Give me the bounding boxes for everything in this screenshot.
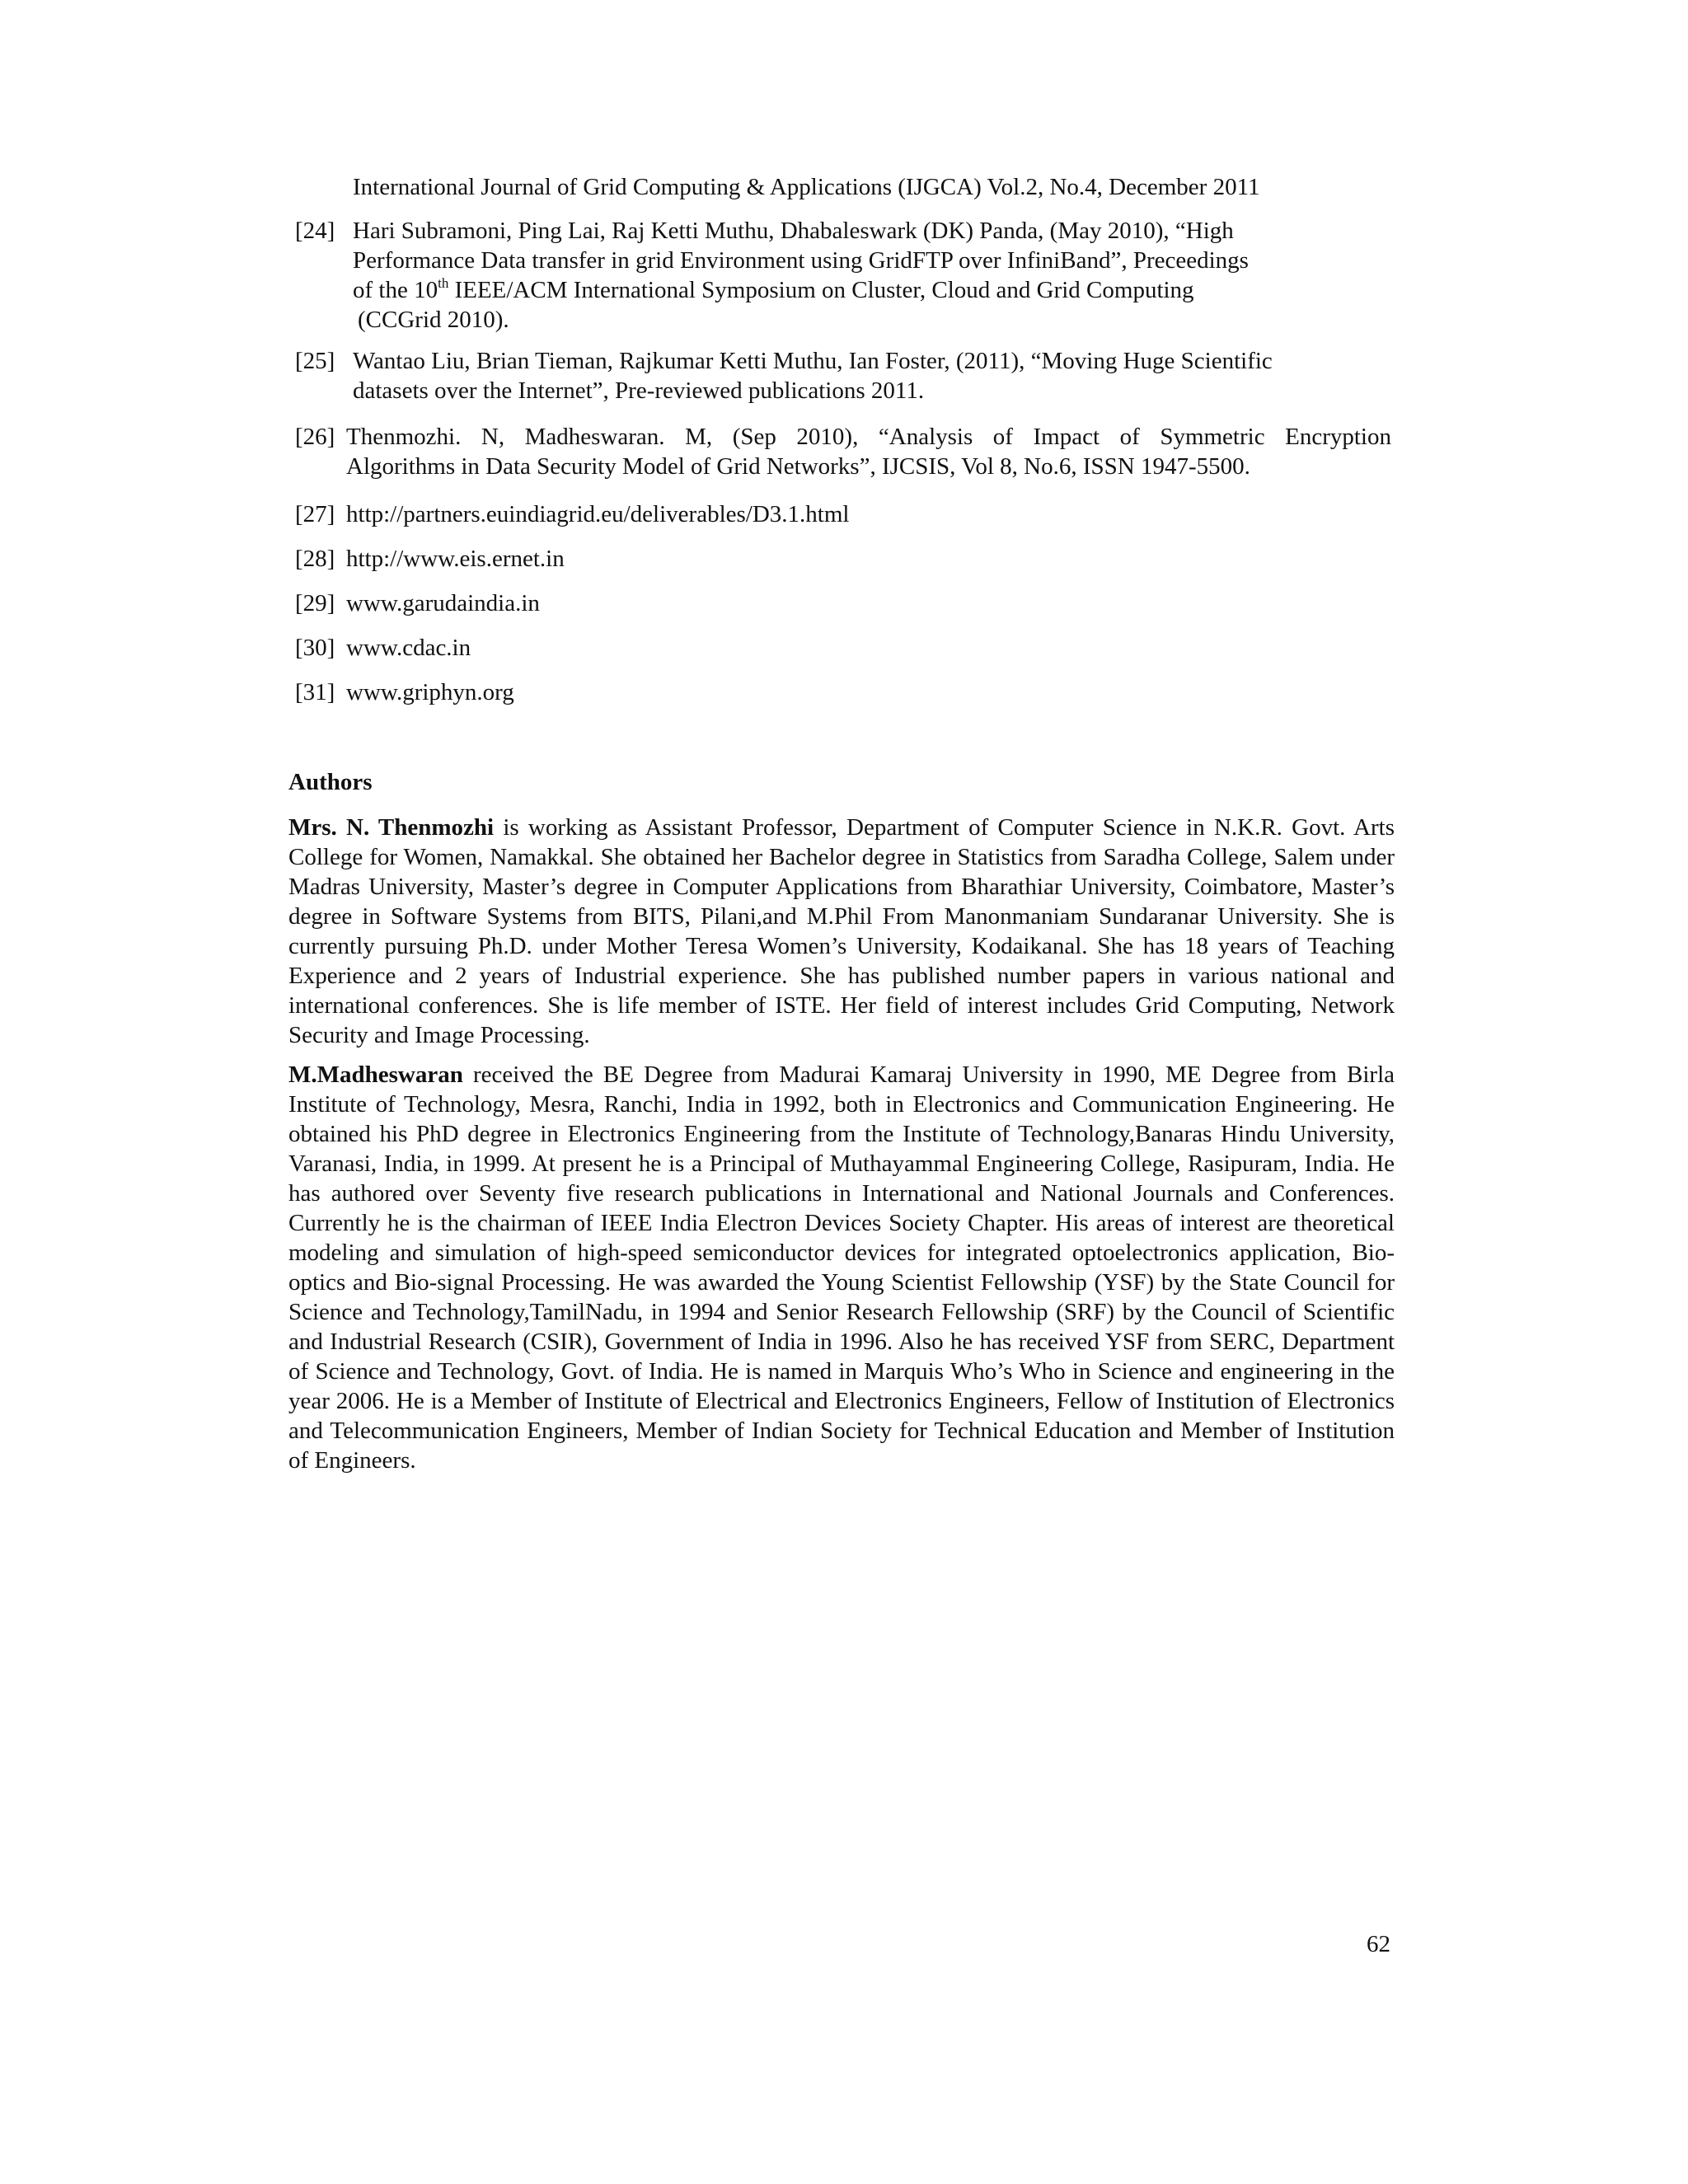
reference-28	[295, 546, 1391, 575]
reference-line: Performance Data transfer in grid Environment using GridFTP over InfiniBand”, Preceedings	[353, 247, 1249, 274]
reference-line: Wantao Liu, Brian Tieman, Rajkumar Ketti Muthu, Ian Foster, (2011), “Moving Huge Scientific	[353, 348, 1273, 374]
reference-26	[295, 424, 1391, 490]
authors-heading: Authors	[288, 769, 373, 795]
reference-line: Thenmozhi. N, Madheswaran. M, (Sep 2010), “Analysis of Impact of Symmetric Encryption	[346, 424, 1391, 450]
reference-31	[295, 679, 1391, 709]
reference-link[interactable]: www.griphyn.org	[346, 679, 514, 705]
reference-number: [29]	[295, 590, 335, 616]
reference-24	[295, 216, 1391, 338]
reference-link[interactable]: www.cdac.in	[346, 635, 471, 661]
reference-number: [26]	[295, 424, 335, 450]
reference-list	[295, 216, 1391, 705]
reference-link[interactable]: www.garudaindia.in	[346, 590, 540, 616]
reference-line: Hari Subramoni, Ping Lai, Raj Ketti Muthu, Dhabaleswark (DK) Panda, (May 2010), “High	[353, 218, 1234, 244]
reference-line: (CCGrid 2010).	[358, 307, 509, 333]
author-bio-text: received the BE Degree from Madurai Kamaraj University in 1990, ME Degree from Birla Institute of Technology, Mesra, Ranchi, India in 1992, both in Electronics and Communication Engineering. He obtained his PhD degree in Electronics Engineering from the Institute of Technology,Banaras Hindu University, Varanasi, India, in 1999. At present he is a Principal of Muthayammal Engineering College, Rasipuram, India. He has authored over Seventy five research publications in International and National Journals and Conferences. Currently he is the chairman of IEEE India Electron Devices Society Chapter. His areas of interest are theoretical modeling and simulation of high-speed semiconductor devices for integrated optoelectronics application, Bio-optics and Bio-signal Processing. He was awarded the Young Scientist Fellowship (YSF) by the State Council for Science and Technology,TamilNadu, in 1994 and Senior Research Fellowship (SRF) by the Council of Scientific and Industrial Research (CSIR), Government of India in 1996. Also he has received YSF from SERC, Department of Science and Technology, Govt. of India. He is named in Marquis Who’s Who in Science and engineering in the year 2006. He is a Member of Institute of Electrical and Electronics Engineers, Fellow of Institution of Electronics and Telecommunication Engineers, Member of Indian Society for Technical Education and Member of Institution of Engineers.	[288, 1062, 1395, 1474]
author-name: Mrs. N. Thenmozhi	[288, 814, 495, 841]
reference-30	[295, 635, 1391, 664]
reference-number: [27]	[295, 501, 335, 527]
page-number: 62	[1367, 1931, 1390, 1957]
reference-number: [30]	[295, 635, 335, 661]
author-bio-thenmozhi	[288, 813, 1395, 1050]
reference-link[interactable]: http://partners.euindiagrid.eu/deliverables/D3.1.html	[346, 501, 850, 527]
reference-27	[295, 501, 1391, 531]
reference-25	[295, 348, 1391, 414]
reference-line: Algorithms in Data Security Model of Grid Networks”, IJCSIS, Vol 8, No.6, ISSN 1947-5500.	[346, 453, 1250, 480]
reference-line: datasets over the Internet”, Pre-reviewed publications 2011.	[353, 377, 925, 404]
reference-number: [28]	[295, 546, 335, 572]
author-name: M.Madheswaran	[288, 1062, 463, 1088]
reference-number: [25]	[295, 348, 335, 374]
reference-line-end: IEEE/ACM International Symposium on Cluster, Cloud and Grid Computing	[448, 277, 1194, 303]
reference-line-start: of the 10	[353, 277, 438, 303]
reference-line	[353, 275, 1194, 305]
reference-link[interactable]: http://www.eis.ernet.in	[346, 546, 565, 572]
reference-number: [31]	[295, 679, 335, 705]
superscript: th	[438, 275, 449, 291]
author-bio-text: is working as Assistant Professor, Department of Computer Science in N.K.R. Govt. Arts College for Women, Namakkal. She obtained her Bachelor degree in Statistics from Saradha College, Salem under Madras University, Master’s degree in Computer Applications from Bharathiar University, Coimbatore, Master’s degree in Software Systems from BITS, Pilani,and M.Phil From Manonmaniam Sundaranar University. She is currently pursuing Ph.D. under Mother Teresa Women’s University, Kodaikanal. She has 18 years of Teaching Experience and 2 years of Industrial experience. She has published number papers in various national and international conferences. She is life member of ISTE. Her field of interest includes Grid Computing, Network Security and Image Processing.	[288, 814, 1395, 1048]
journal-header: International Journal of Grid Computing & Applications (IJGCA) Vol.2, No.4, December 2011	[353, 174, 1260, 200]
reference-29	[295, 590, 1391, 620]
reference-number: [24]	[295, 218, 335, 244]
author-bio-madheswaran	[288, 1060, 1395, 1475]
